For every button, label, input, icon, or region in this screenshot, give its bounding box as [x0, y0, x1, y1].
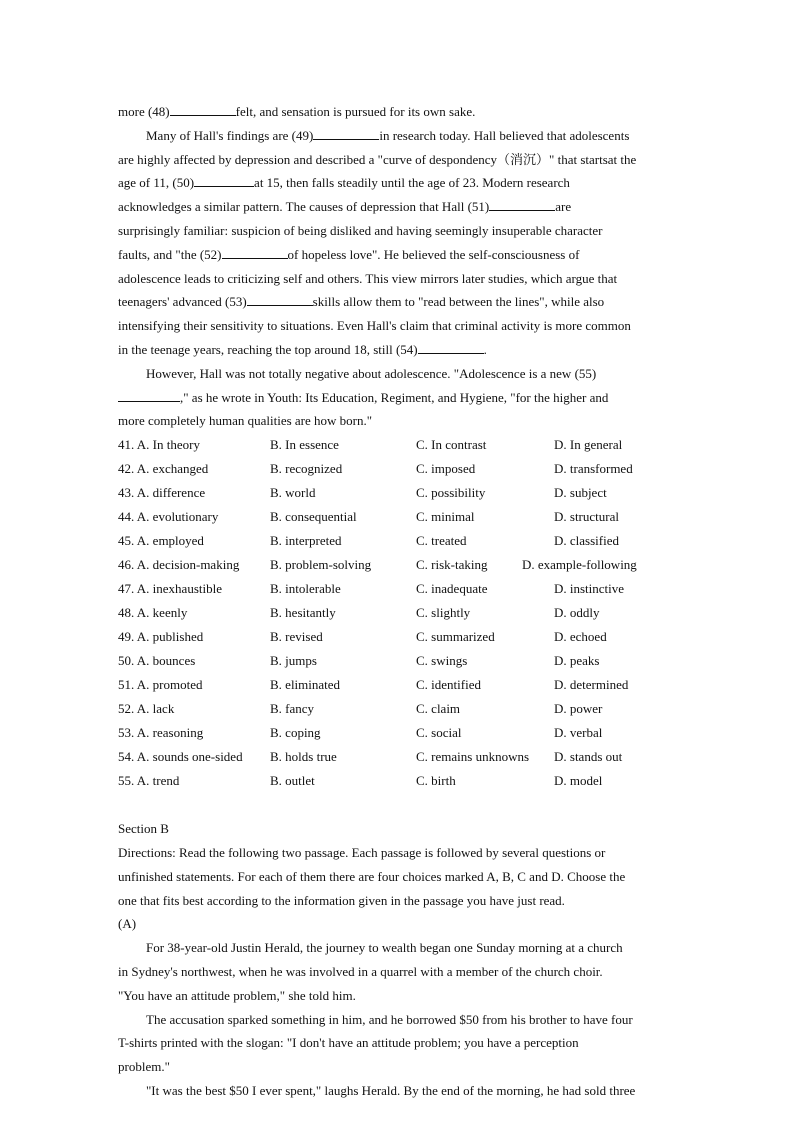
passage-line: [118, 338, 678, 362]
passage-line: problem.": [118, 1059, 170, 1075]
blank-54: [418, 339, 484, 354]
option-row: [118, 577, 678, 601]
choice-b[interactable]: B. intolerable: [270, 581, 341, 597]
choice-b[interactable]: B. fancy: [270, 701, 315, 717]
text: teenagers' advanced (53): [118, 294, 247, 310]
choice-b[interactable]: B. outlet: [270, 773, 315, 789]
passage-line: The accusation sparked something in him, and he borrowed $50 from his brother to have four: [146, 1011, 633, 1027]
text: more (48): [118, 104, 170, 119]
choice-c[interactable]: C. inadequate: [416, 581, 488, 597]
choice-c[interactable]: C. claim: [416, 701, 461, 717]
text: at 15, then falls steadily until the age of 23. Modern research: [254, 175, 570, 191]
passage-line: [118, 100, 678, 124]
text: in the teenage years, reaching the top around 18, still (54): [118, 341, 418, 357]
option-row: [118, 553, 678, 577]
choice-a[interactable]: 47. A. inexhaustible: [118, 581, 222, 597]
blank-51: [489, 196, 555, 211]
directions-line: Directions: Read the following two passage. Each passage is followed by several questions or: [118, 844, 606, 860]
passage-line: [118, 243, 678, 267]
choice-a[interactable]: 46. A. decision-making: [118, 557, 240, 573]
choice-d[interactable]: D. structural: [554, 509, 619, 525]
blank-55: [118, 387, 180, 402]
choice-d[interactable]: D. oddly: [554, 605, 600, 621]
document-page: [118, 100, 678, 1103]
choice-d[interactable]: D. instinctive: [554, 581, 625, 597]
option-row: [118, 745, 678, 769]
choice-a[interactable]: 53. A. reasoning: [118, 725, 204, 741]
option-row: [118, 529, 678, 553]
passage-line: "You have an attitude problem," she told him.: [118, 987, 356, 1003]
choice-c[interactable]: C. possibility: [416, 485, 486, 501]
choice-b[interactable]: B. coping: [270, 725, 321, 741]
option-row: [118, 433, 678, 457]
choice-a[interactable]: 44. A. evolutionary: [118, 509, 219, 525]
text: faults, and "the (52): [118, 246, 222, 262]
choice-a[interactable]: 42. A. exchanged: [118, 461, 209, 477]
option-row: [118, 673, 678, 697]
blank-49: [313, 125, 379, 140]
option-row: [118, 769, 678, 793]
choice-d[interactable]: D. power: [554, 701, 603, 717]
options-list: [118, 433, 678, 793]
passage-line: For 38-year-old Justin Herald, the journey to wealth began one Sunday morning at a church: [146, 940, 623, 956]
option-row: [118, 697, 678, 721]
choice-b[interactable]: B. holds true: [270, 749, 337, 765]
choice-a[interactable]: 48. A. keenly: [118, 605, 188, 621]
spacer: [118, 793, 678, 817]
text: acknowledges a similar pattern. The causes of depression that Hall (51): [118, 199, 490, 215]
choice-b[interactable]: B. eliminated: [270, 677, 341, 693]
choice-b[interactable]: B. consequential: [270, 509, 357, 525]
choice-d[interactable]: D. In general: [554, 437, 623, 453]
text: in research today. Hall believed that adolescents: [379, 127, 630, 143]
choice-b[interactable]: B. recognized: [270, 461, 343, 477]
text: Many of Hall's findings are (49): [146, 127, 314, 143]
choice-c[interactable]: C. minimal: [416, 509, 475, 525]
choice-d[interactable]: D. peaks: [554, 653, 600, 669]
choice-c[interactable]: C. In contrast: [416, 437, 487, 453]
choice-d[interactable]: D. subject: [554, 485, 607, 501]
passage-line: However, Hall was not totally negative about adolescence. "Adolescence is a new (55): [146, 365, 597, 381]
option-row: [118, 721, 678, 745]
passage-line: more completely human qualities are how born.": [118, 413, 373, 429]
choice-d[interactable]: D. verbal: [554, 725, 603, 741]
choice-d[interactable]: D. model: [554, 773, 603, 789]
option-row: [118, 649, 678, 673]
text: are: [555, 199, 572, 215]
option-row: [118, 457, 678, 481]
passage-line: intensifying their sensitivity to situations. Even Hall's claim that criminal activity is more common: [118, 318, 631, 334]
text: of hopeless love". He believed the self-consciousness of: [287, 246, 580, 262]
blank-48: [170, 101, 236, 116]
blank-52: [222, 244, 288, 259]
text: age of 11, (50): [118, 175, 195, 191]
option-row: [118, 625, 678, 649]
choice-b[interactable]: B. jumps: [270, 653, 317, 669]
choice-b[interactable]: B. interpreted: [270, 533, 342, 549]
choice-d[interactable]: D. transformed: [554, 461, 633, 477]
choice-a[interactable]: 52. A. lack: [118, 701, 175, 717]
passage-line: [118, 124, 678, 148]
passage-label: (A): [118, 916, 137, 932]
choice-c[interactable]: C. summarized: [416, 629, 495, 645]
choice-c[interactable]: C. social: [416, 725, 462, 741]
choice-a[interactable]: 45. A. employed: [118, 533, 204, 549]
passage-line: surprisingly familiar: suspicion of being disliked and having seemingly insuperable character: [118, 222, 603, 238]
text: ," as he wrote in Youth: Its Education, Regiment, and Hygiene, "for the higher and: [180, 389, 609, 405]
passage-line: adolescence leads to criticizing self and others. This view mirrors later studies, which argue that: [118, 270, 618, 286]
choice-d[interactable]: D. echoed: [554, 629, 607, 645]
option-row: [118, 481, 678, 505]
passage-line: [118, 386, 678, 410]
directions-line: unfinished statements. For each of them there are four choices marked A, B, C and D. Choose the: [118, 868, 626, 884]
passage-line: [118, 195, 678, 219]
choice-a[interactable]: 41. A. In theory: [118, 437, 200, 453]
passage-line: "It was the best $50 I ever spent," laughs Herald. By the end of the morning, he had sold three: [146, 1082, 636, 1098]
choice-a[interactable]: 50. A. bounces: [118, 653, 196, 669]
blank-53: [247, 291, 313, 306]
passage-line: T-shirts printed with the slogan: "I don't have an attitude problem; you have a perception: [118, 1035, 579, 1051]
choice-b[interactable]: B. world: [270, 485, 316, 501]
text: skills allow them to "read between the lines", while also: [312, 294, 605, 310]
choice-c[interactable]: C. swings: [416, 653, 468, 669]
choice-c[interactable]: C. identified: [416, 677, 481, 693]
choice-c[interactable]: C. imposed: [416, 461, 476, 477]
choice-a[interactable]: 49. A. published: [118, 629, 204, 645]
option-row: [118, 505, 678, 529]
choice-c[interactable]: C. treated: [416, 533, 467, 549]
choice-a[interactable]: 55. A. trend: [118, 773, 180, 789]
text: felt, and sensation is pursued for its own sake.: [235, 104, 476, 119]
passage-line: [118, 290, 678, 314]
choice-c[interactable]: C. birth: [416, 773, 456, 789]
text: .: [483, 341, 487, 357]
choice-c[interactable]: C. slightly: [416, 605, 471, 621]
choice-b[interactable]: B. revised: [270, 629, 323, 645]
choice-a[interactable]: 51. A. promoted: [118, 677, 203, 693]
choice-d[interactable]: D. example-following: [522, 557, 637, 573]
section-heading: Section B: [118, 821, 169, 837]
choice-d[interactable]: D. determined: [554, 677, 629, 693]
blank-50: [194, 172, 254, 187]
choice-c[interactable]: C. risk-taking: [416, 557, 488, 573]
choice-b[interactable]: B. hesitantly: [270, 605, 336, 621]
choice-a[interactable]: 43. A. difference: [118, 485, 206, 501]
choice-b[interactable]: B. problem-solving: [270, 557, 372, 573]
passage-line: are highly affected by depression and described a "curve of despondency（消沉）" that startsat the: [118, 151, 637, 167]
choice-a[interactable]: 54. A. sounds one-sided: [118, 749, 243, 765]
choice-d[interactable]: D. stands out: [554, 749, 623, 765]
choice-b[interactable]: B. In essence: [270, 437, 339, 453]
directions-line: one that fits best according to the information given in the passage you have just read.: [118, 892, 565, 908]
option-row: [118, 601, 678, 625]
passage-line: in Sydney's northwest, when he was involved in a quarrel with a member of the church choir.: [118, 963, 603, 979]
passage-line: [118, 171, 678, 195]
choice-d[interactable]: D. classified: [554, 533, 619, 549]
choice-c[interactable]: C. remains unknowns: [416, 749, 530, 765]
